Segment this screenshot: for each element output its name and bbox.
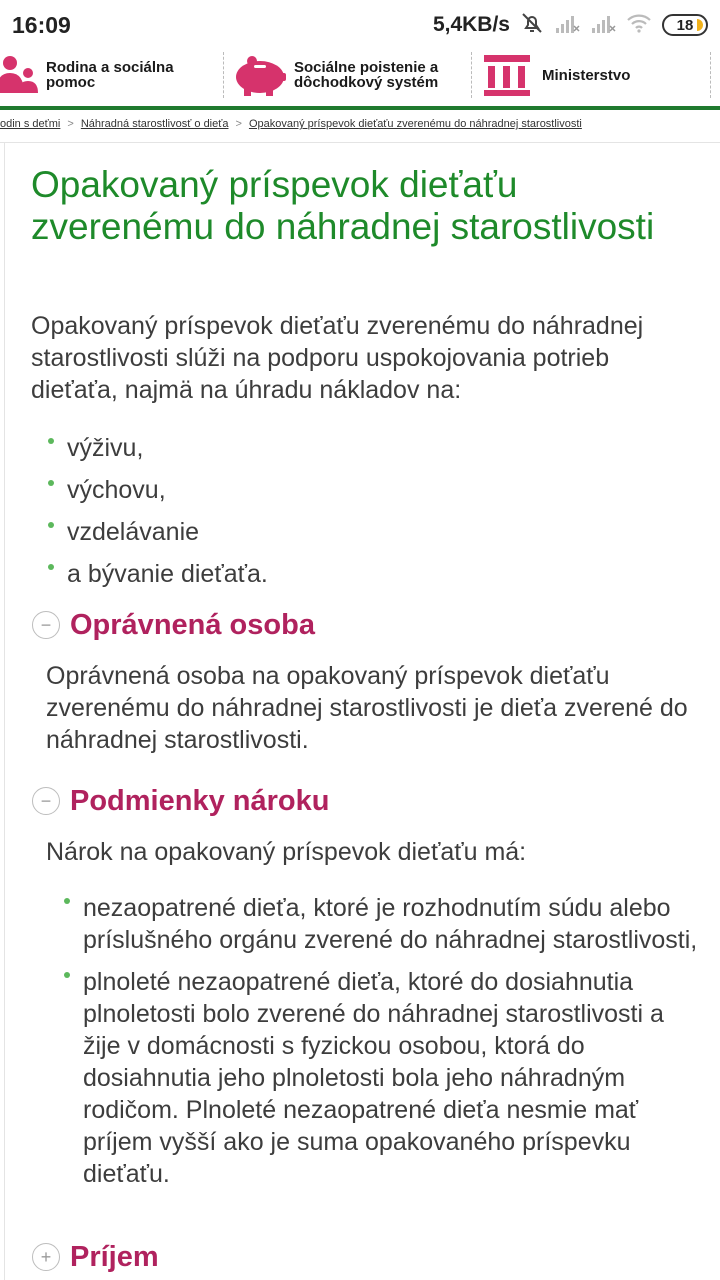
breadcrumb-separator: > — [235, 118, 242, 130]
page-title: Opakovaný príspevok dieťaťu zverenému do náhradnej starostlivosti — [31, 164, 655, 247]
list-item: výchovu, — [48, 474, 698, 506]
section-text-entitlement: Nárok na opakovaný príspevok dieťaťu má: — [46, 838, 527, 866]
signal-icon-2 — [590, 12, 616, 39]
wifi-icon — [626, 12, 652, 39]
status-icons — [433, 11, 708, 39]
nav-label-insurance-1: Sociálne poistenie a — [294, 59, 439, 76]
nav-item-family[interactable] — [0, 50, 222, 100]
family-icon — [0, 53, 40, 97]
breadcrumb — [0, 118, 720, 136]
intro-text: Opakovaný príspevok dieťaťu zverenému do náhradnej starostlivosti slúži na podporu uspokojovania potrieb dieťaťa, najmä na úhradu nákladov na: — [31, 312, 644, 404]
clock: 16:09 — [12, 12, 71, 38]
collapse-toggle-icon[interactable]: − — [32, 787, 60, 815]
breadcrumb-separator: > — [67, 118, 74, 130]
mute-bell-icon — [520, 11, 544, 40]
list-item: a bývanie dieťaťa. — [48, 558, 698, 590]
section-header-eligible-person[interactable] — [32, 608, 315, 642]
nav-label-insurance-2: dôchodkový systém — [294, 74, 439, 91]
battery-indicator — [662, 14, 708, 36]
nav-item-insurance[interactable] — [232, 50, 470, 100]
list-item: výživu, — [48, 432, 698, 464]
breadcrumb-item-1[interactable]: odin s deťmi — [0, 118, 61, 130]
section-title-entitlement[interactable]: Podmienky nároku — [70, 784, 330, 817]
list-item: vzdelávanie — [48, 516, 698, 548]
network-speed: 5,4KB/s — [432, 13, 510, 36]
nav-item-ministry[interactable] — [482, 50, 682, 100]
list-item: plnoleté nezaopatrené dieťa, ktoré do dosiahnutia plnoletosti bolo zverené do náhradnej starostlivosti a žije v domácnosti s fyzickou osobou, ktorá do dosiahnutia jeho plnoletosti bola jeho náhradným rodičom. Plnoleté nezaopatrené dieťa nesmie mať príjem vyšší ako je suma opakovaného príspevku dieťaťu. — [64, 966, 704, 1190]
section-title-income[interactable]: Príjem — [70, 1240, 159, 1273]
battery-level: 18 — [676, 16, 694, 34]
expand-toggle-icon[interactable]: + — [32, 1243, 60, 1271]
section-header-entitlement[interactable] — [32, 784, 329, 818]
list-item: nezaopatrené dieťa, ktoré je rozhodnutím súdu alebo príslušného orgánu zverené do náhradnej starostlivosti, — [64, 892, 704, 956]
nav-label-family-2: pomoc — [46, 74, 96, 91]
intro-list — [48, 432, 698, 600]
status-bar — [0, 0, 720, 50]
section-header-income[interactable] — [32, 1240, 159, 1274]
breadcrumb-divider — [0, 142, 720, 143]
top-navigation — [0, 50, 720, 106]
piggy-bank-icon — [232, 53, 288, 97]
nav-label-family-1: Rodina a sociálna — [46, 59, 174, 76]
collapse-toggle-icon[interactable]: − — [32, 611, 60, 639]
section-text-eligible-person: Oprávnená osoba na opakovaný príspevok dieťaťu zverenému do náhradnej starostlivosti je dieťa zverené do náhradnej starostlivosti. — [46, 662, 688, 754]
nav-label-ministry: Ministerstvo — [542, 66, 631, 84]
content-border — [4, 142, 5, 1280]
section-title-eligible-person[interactable]: Oprávnená osoba — [70, 608, 315, 641]
breadcrumb-item-3[interactable]: Opakovaný príspevok dieťaťu zverenému do náhradnej starostlivosti — [248, 118, 582, 130]
nav-divider — [0, 106, 720, 110]
breadcrumb-item-2[interactable]: Náhradná starostlivosť o dieťa — [80, 118, 229, 130]
signal-icon — [554, 12, 580, 39]
entitlement-list — [64, 892, 704, 1200]
ministry-building-icon — [482, 53, 532, 97]
